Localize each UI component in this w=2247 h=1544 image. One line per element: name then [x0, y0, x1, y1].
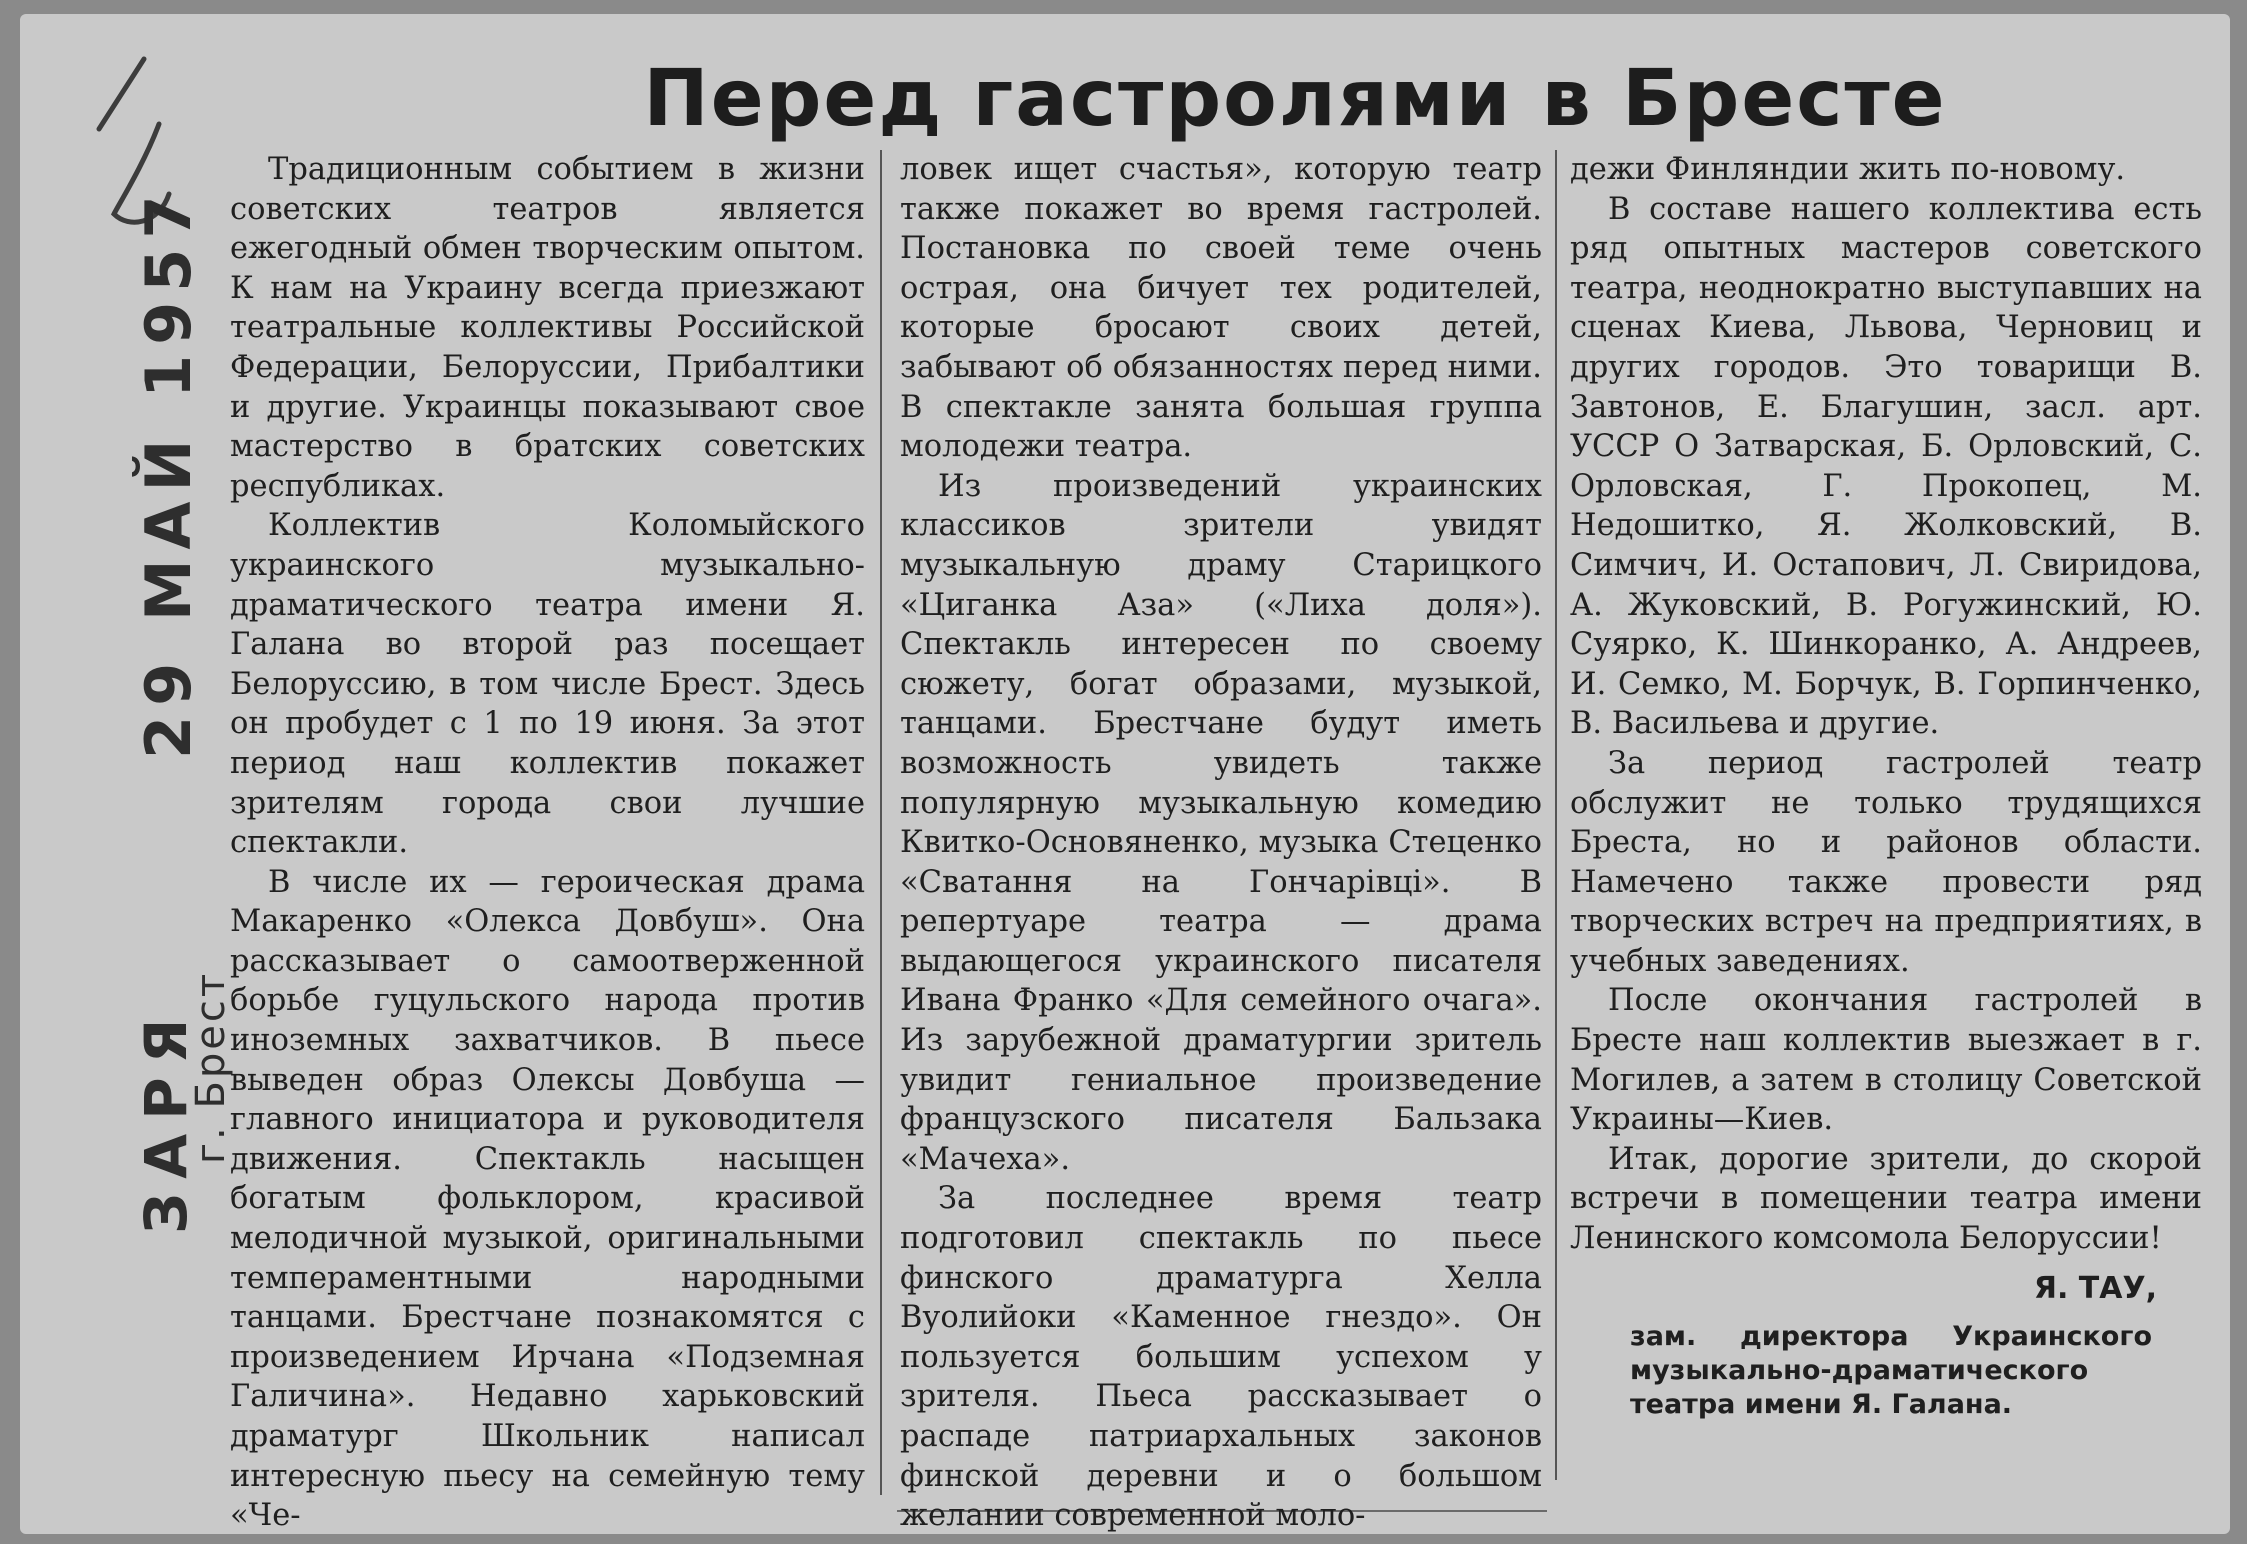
column-divider [1555, 150, 1557, 1480]
date-stamp: 29 МАЙ 1957 [132, 185, 205, 759]
paragraph: Коллектив Коломыйского украинского музыкально-драматического театра имени Я. Галана во второй раз посещает Белоруссию, в том числе Брест. Здесь он пробудет с 1 по 19 июня. За этот период наш коллектив покажет зрителям города свои лучшие спектакли. [230, 508, 865, 861]
column-divider [880, 150, 882, 1495]
article-column-2 [900, 150, 1542, 1536]
city-stamp: г. Брест [188, 970, 234, 1164]
paragraph: Из произведений украинских классиков зрители увидят музыкальную драму Старицкого «Циганка Аза» («Лиха доля»). Спектакль интересен по своему сюжету, богат образами, музыкой, танцами. Брестчане будут иметь возможность увидеть также популярную музыкальную комедию Квитко-Основяненко, музыка Стеценко «Сватання на Гончарівці». В репертуаре театра — драма выдающегося украинского писателя Ивана Франко «Для семейного очага». Из зарубежной драматургии зритель увидит гениальное произведение французского писателя Бальзака «Мачеха». [900, 468, 1542, 1177]
paragraph: Традиционным событием в жизни советских театров является ежегодный обмен творческим опытом. К нам на Украину всегда приезжают театральные коллективы Российской Федерации, Белоруссии, Прибалтики и другие. Украинцы показывают свое мастерство в братских советских республиках. [230, 152, 865, 504]
article-headline: Перед гастролями в Бресте [643, 54, 1947, 144]
paragraph: За последнее время театр подготовил спектакль по пьесе финского драматурга Хелла Вуолийоки «Каменное гнездо». Он пользуется большим успехом у зрителя. Пьеса рассказывает о распаде патриархальных законов финской деревни и о большом желании современной моло- [900, 1181, 1542, 1534]
author-position: зам. директора Украинского музыкально-драматического театра имени Я. Галана. [1630, 1321, 2152, 1421]
article-column-1 [230, 150, 865, 1536]
paragraph: В числе их — героическая драма Макаренко «Олекса Довбуш». Она рассказывает о самоотверженной борьбе гуцульского народа против иноземных захватчиков. В пьесе выведен образ Олексы Довбуша — главного инициатора и руководителя движения. Спектакль насыщен богатым фольклором, красивой мелодичной музыкой, оригинальными темпераментными народными танцами. Брестчане познакомятся с произведением Ирчана «Подземная Галичина». Недавно харьковский драматург Школьник написал интересную пьесу на семейную тему «Че- [230, 864, 865, 1534]
paragraph: Итак, дорогие зрители, до скорой встречи в помещении театра имени Ленинского комсомола Белоруссии! [1570, 1141, 2202, 1257]
author-signature: Я. ТАУ, [2033, 1270, 2157, 1306]
newspaper-name-stamp: ЗАРЯ [132, 1004, 200, 1234]
paragraph: дежи Финляндии жить по-новому. [1570, 152, 2126, 187]
paragraph: В составе нашего коллектива есть ряд опытных мастеров советского театра, неоднократно выступавших на сценах Киева, Львова, Черновиц и других городов. Это товарищи В. Завтонов, Е. Благушин, засл. арт. УССР О Затварская, Б. Орловский, С. Орловская, Г. Прокопец, М. Недошитко, Я. Жолковский, В. Симчич, И. Остапович, Л. Свиридова, А. Жуковский, В. Рогужинский, Ю. Суярко, К. Шинкоранко, А. Андреев, И. Семко, М. Борчук, В. Горпинченко, В. Васильева и другие. [1570, 191, 2202, 742]
paragraph: ловек ищет счастья», которую театр также покажет во время гастролей. Постановка по своей теме очень острая, она бичует тех родителей, которые бросают своих детей, забывают об обязанностях перед ними. В спектакле занята большая группа молодежи театра. [900, 152, 1542, 465]
paragraph: За период гастролей театр обслужит не только трудящихся Бреста, но и районов области. Намечено также провести ряд творческих встреч на предприятиях, в учебных заведениях. [1570, 745, 2202, 979]
article-column-3 [1570, 150, 2202, 1422]
paragraph: После окончания гастролей в Бресте наш коллектив выезжает в г. Могилев, а затем в столицу Советской Украины—Киев. [1570, 983, 2202, 1138]
